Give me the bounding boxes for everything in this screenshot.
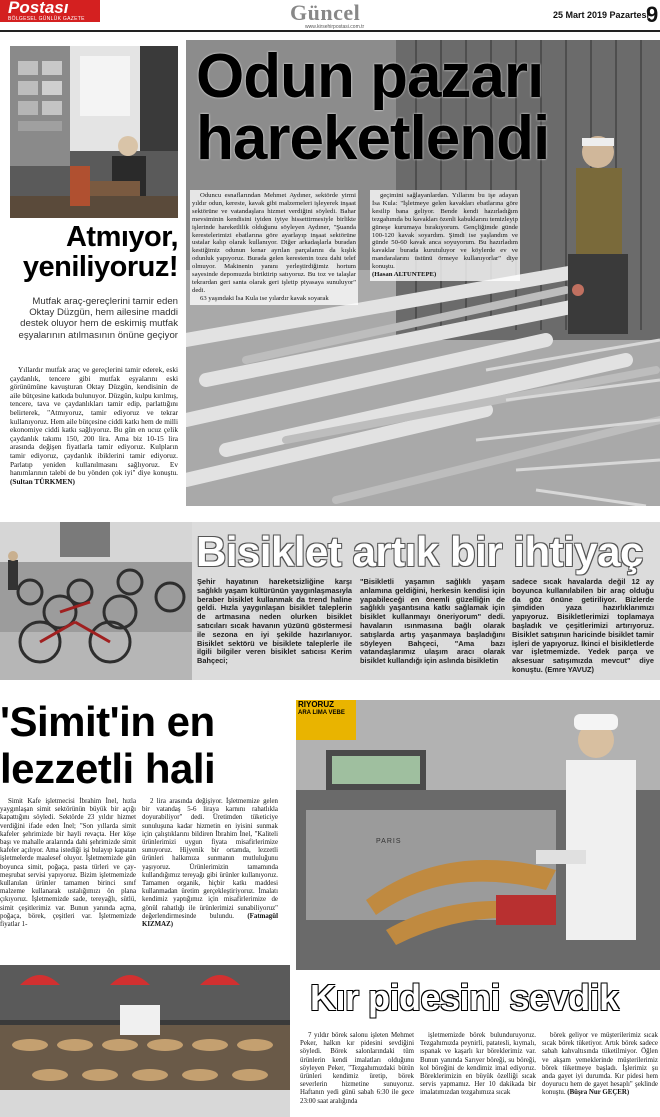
kir-article-signature: (Büşra Nur GEÇER) <box>567 1089 630 1097</box>
wood-article-paragraph-2: 63 yaşındaki İsa Kula ise yılardır kavak soyarak <box>200 294 329 302</box>
kir-headline: Kır pidesini sevdik <box>310 977 619 1018</box>
wood-article-col-2 <box>370 190 520 281</box>
kir-article-col-3 <box>542 1032 658 1098</box>
repairman-photo-illustration <box>10 46 178 218</box>
wood-market-headline <box>196 42 550 173</box>
header-rule <box>0 30 660 32</box>
page-number: 9 <box>646 2 659 27</box>
simit-headline-line-1: 'Simit'in en <box>0 698 215 745</box>
shop-sign-line-1: RIYORUZ <box>298 700 334 709</box>
kir-article-col-1 <box>300 1032 414 1106</box>
bicycle-article-col-1: Şehir hayatının hareketsizliğine karşı sağlıklı yaşam kültürünün yaygınlaşmasıyla beraber bisiklet kullanmak da trend haline geldi. Hızla yaygınlaşan bisiklet taleplerin de artmasına neden olurken bisiklet satıcıları sıcak havanın yüzünü göstermesi ile sezona en iyi şekilde hazırlanıyor. Bisiklet sektörü ve bisiklete taleplerle ile ilgili bilgiler veren bisiklet satıcısı Kerim Bahçeci; <box>197 577 352 666</box>
repair-headline <box>10 222 178 282</box>
repair-headline-line-1: Atmıyor, <box>65 221 178 253</box>
repair-article-paragraph <box>10 366 178 486</box>
kir-article-paragraph-3 <box>542 1032 658 1098</box>
website-url: www.kirsehirpostasi.com.tr <box>305 24 365 30</box>
wood-article-paragraph-3: geçimini sağlayanlardan. Yıllarını bu işe adayan İsa Kula: "İşletmeye gelen kavakları ebatlarına göre kesilip bana geliyor. Bende kendi hazırladığım tezgahımda bu kavakları özenli kabuklarını temizleyip güneşe kurumaya bırakıyorum. Gençliğimde günde 100-120 kavak soyardım. Şimdi ise yaşlandım ve günde 50-60 kavak anca soyuyorum. Bu hazırladım kavaklar burada kurutuluyor ve köylerde ev ve mandaralarını üstünü örmeye kullanıyorlar" diye konuştu. <box>372 192 518 271</box>
simit-article-col-2-text: 2 lira arasında değişiyor. İşletmemize gelen bir vatandaş 5-6 liraya karnını rahatlıkla doyurabiliyor" dedi. Üretimden tüketiciye sunuluşuna kadar hizmetin en iyisini sunmak için çalıştıklarını bildiren İbrahim İnel, "Kaliteli ürünlerimizi uygun fiyata misafirlerimize sunuyoruz. Hijyenik bir ortamda, lezzetli ürünleri halkımıza sunmanın mutluluğunu yaşıyoruz. Ürünlerimizin tamamında kullandığımız tereyağı gibi ürünler kullanıyoruz. Tamamen organik, hiçbir katkı maddesi kullanmadan üretim gerçekleştiriyoruz. İmalatı kendimiz yaptığımız için misafirlerimize de gönül rahatlığı ile ürünlerimizi sunabiliyoruz" değerlendirmesinde bulundu. <box>142 798 278 920</box>
simit-headline <box>0 698 215 792</box>
kir-article-paragraph-2: işletmemizde börek bulunduruyoruz. Tezgahımızda peynirli, patatesli, kıymalı, ıspanak ve kaşarlı kır böreklerimiz var. Bunun yanında Sarıyer böreği, su böreği, kol böreğini de kendimiz imal ediyoruz. Böreklerimizin en büyük özelliği sıcak servis yapmamız. Her 10 dakikada bir imalatımızdan tezgahımıza sıcak <box>420 1032 536 1097</box>
repair-article-body <box>10 366 178 486</box>
borek-shop-photo <box>296 700 660 970</box>
masthead-logo-text: Postası <box>8 0 69 17</box>
wood-article-paragraph-1: Oduncu esnaflarından Mehmet Aydıner, sektörde yirmi yıldır odun, kereste, kavak gibi malzemeleri işleyerek inşaat sektörüne ve vatandaşlara hizmet verdiğini söyledi. Bahar mevsiminin kendisini iyiden iyiye hissettirmesiyle birlikte işlerinde hareketlilik olduğunu söyleyen Aydıner, "Şuanda kerestelerimizi ebatlarına göre ayarlayıp inşaat sektörüne ustalar kalıp olarak kullanıyor. Diğer arkadaşlarla buradan kestiğimiz odunun kenar ayrılan parçalarını da kışlık odunluk yapıyoruz. Burada gelen kerestenin tozu dahi telef olmuyor. Makinenin yanını yerleştirdiğimiz hortum sayesinde depomuzda biriktirip satıyoruz. Bu toz ve talaşlar tekrardan geri santa olarak geri işletip piyasaya sunuluyor" dedi. <box>192 192 356 294</box>
bicycle-photo <box>0 522 192 680</box>
bicycle-illustration <box>0 522 192 680</box>
shop-sign-line-2: ARA LIMA VEBE <box>298 710 345 716</box>
wood-headline-line-2: hareketlendi <box>196 104 550 173</box>
bicycle-headline: Bisiklet artık bir ihtiyaç <box>196 528 643 575</box>
bicycle-article-col-3-text: sadece sıcak havalarda değil 12 ay boyunca kullanılabilen bir araç olduğu da göz önüne getiriliyor. Bizlerde şimdiden yaza hazırlıklarımızı yapıyoruz. Bisikletlerimizi toplamaya başladık ve çeşitlerimizi artırıyoruz. Bisiklet satışının haricinde bisiklet tamir işleri de yapıyoruz. İkinci el bisikletlerde var işletmemizde. Yedek parça ve aksesuar satışımızda mevcut" diye konuştu. <box>512 577 654 674</box>
kir-article-col-3-text: börek geliyor ve müşterilerimiz sıcak sıcak börek tüketiyor. Artık börek sadece sabah kahvaltısında tüketilmiyor. Öğlen ve akşam yemeklerinde müşterilerimiz börek tüketmeye başladı. İşlerimiz şu anda gayet iyi durumda. Kır pidesi hem doyurucu hem de gayet hesaplı" şeklinde konuştu. <box>542 1032 658 1097</box>
simit-article-signature: (Fatmagül KIZMAZ) <box>142 912 278 929</box>
tray-label: PARIS <box>376 838 402 845</box>
masthead-logo <box>0 0 100 22</box>
bicycle-article-col-3 <box>512 578 654 675</box>
kir-article-col-2 <box>420 1032 536 1098</box>
simit-article-col-2 <box>142 798 278 929</box>
wood-headline-line-1: Odun pazarı <box>196 42 544 111</box>
repair-article-signature: (Sultan TÜRKMEN) <box>10 476 75 486</box>
repair-article-text: Yıllardır mutfak araç ve gereçlerini tamir ederek, eski çaydanlık, tencere gibi mutfak eşyalarını eski görünümüne kavuşturan Oktay Düzgün, kendisinin de aile bütçesine katkıda bulunuyor. Düzgün, kulpu kırılmış, tencere, tava ve çaydanlıkları tamir edip, parlattığını belirterek, "Atmıyoruz, tamir ediyoruz ve tekrar kullanıyoruz. Hem aile bütçesine ciddi katkı hem de milli ekonomiye ciddi katkı sağlıyoruz. Bu gün en ucuz çelik çaydanlık takımı 150, 200 lira. Ama biz 10-15 lira arasında değişen fiyatlarla tamir ediyoruz. Kulpların tamir ediyoruz, çaydanlık ibiklerini tamir ediyoruz. Parlatıp yeniden kullanılmasını sağlıyoruz. Ev hanımlarının talebi de bu yönden çok iyi" diye konuştu. <box>10 365 179 478</box>
simit-article-col-1 <box>0 798 136 929</box>
wood-article-signature: (Hasan ALTUNTEPE) <box>372 271 437 279</box>
simit-headline-line-2: lezzetli hali <box>0 745 216 792</box>
bicycle-article-signature: (Emre YAVUZ) <box>544 664 595 674</box>
simit-bakery-photo <box>0 965 290 1117</box>
simit-article-paragraph-2 <box>142 798 278 929</box>
section-title: Güncel <box>290 0 361 25</box>
simit-article-paragraph-1: Simit Kafe işletmecisi İbrahim İnel, hızla yaygınlaşan simit sektörünün büyük bir açığı kapattığını söyledi. Sektörde 23 yıldır hizmet verdiğini ifade eden İnel; "Son yıllarda simit kafeler şehrimizde bir hayli revaçta. Her köşe başı ve mahalle aralarında dahi şehrimizde simit kafeler açılıyor. Ama istediği işi bulayıp kapatan işletmelerde maalesef oluyor. İşletmemizde gün boyunca simit, poğaça, pasta türleri ve çay-meşrubat servisi yapıyoruz. Bizim işletmemizde kullanılan ürünler tamamen birinci sınıf malzeme kullanarak ustalığımızı ön plana çıkıyoruz. İşletmemizde sade, tereyağlı, sütlü, simit çeşitlerimiz var. Bunun yanında açma, poğaça, börek, çeşitleri var. İşletmemizde fiyatlar 1- <box>0 798 136 929</box>
repair-deck: Mutfak araç-gereçlerini tamir eden Oktay Düzgün, hem ailesine maddi destek oluyor hem de eskimiş mutfak eşyalarının atılmasının önüne geçiyor <box>18 296 178 341</box>
bicycle-article-col-2: "Bisikletli yaşamın sağlıklı yaşam anlamına geldiğini, herkesin kendisi için yapabileceği en önemli güzelliğin de sağlıklı yaşantısına katkı sağlamak için bisiklet kullanmayı öneriyorum" dedi. havaların ısınmasına bağlı olarak satışlarda artış yaşanmaya başladığını söyleyen Bahçeci, "Ama bazı vatandaşlarımız ulaşım aracı olarak bisiklet kullandığı için aslında bisikletin <box>360 577 505 666</box>
repairman-photo <box>10 46 178 218</box>
masthead-tagline: BÖLGESEL GÜNLÜK GAZETE <box>8 16 85 22</box>
simit-bakery-illustration <box>0 965 290 1117</box>
borek-shop-illustration <box>296 700 660 970</box>
shop-sign <box>298 700 362 718</box>
kir-article-paragraph-1: 7 yıldır börek salonu işleten Mehmet Peker, halkın kır pidesini sevdiğini söyledi. Börek salonlarındaki tüm ürünlerin kendi imalatları olduğunu söyleyen Peker, "Tezgahımızdaki bütün ürünleri kendimiz üretip, börek severlerin hizmetine sunuyoruz. Haftanın yedi günü sabah 6:30 ile gece 23:00 saat aralığında <box>300 1032 414 1105</box>
issue-date: 25 Mart 2019 Pazartesi <box>553 10 650 20</box>
repair-headline-line-2: yeniliyoruz! <box>22 251 178 283</box>
wood-article-col-1 <box>190 190 358 305</box>
